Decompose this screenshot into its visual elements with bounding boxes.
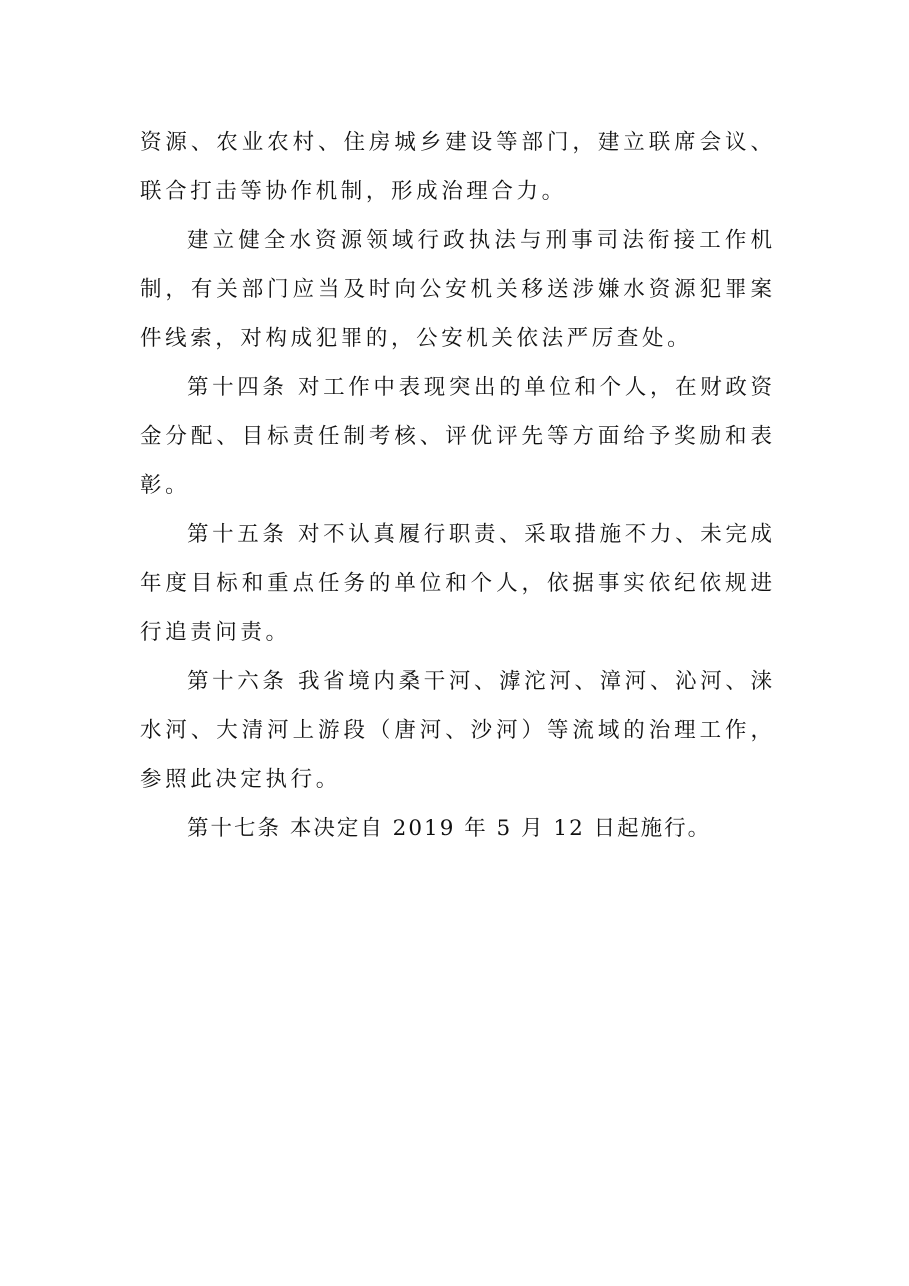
text-line: 金分配、目标责任制考核、评优评先等方面给予奖励和表 — [140, 424, 772, 449]
text-line: 行追责问责。 — [140, 620, 291, 645]
article-15-first-line: 第十五条 对不认真履行职责、采取措施不力、未完成 — [187, 522, 772, 547]
text-line: 资源、农业农村、住房城乡建设等部门，建立联席会议、 — [140, 130, 772, 155]
text-line: 水河、大清河上游段（唐河、沙河）等流域的治理工作， — [140, 718, 772, 743]
text-line: 件线索，对构成犯罪的，公安机关依法严厉查处。 — [140, 326, 693, 351]
article-17-line: 第十七条 本决定自 2019 年 5 月 12 日起施行。 — [187, 816, 712, 841]
text-line: 参照此决定执行。 — [140, 767, 341, 792]
text-line: 彰。 — [140, 473, 191, 498]
article-16-first-line: 第十六条 我省境内桑干河、滹沱河、漳河、沁河、涞 — [187, 669, 772, 694]
text-line: 制，有关部门应当及时向公安机关移送涉嫌水资源犯罪案 — [140, 277, 772, 302]
text-line: 联合打击等协作机制，形成治理合力。 — [140, 179, 567, 204]
text-line: 年度目标和重点任务的单位和个人，依据事实依纪依规进 — [140, 571, 772, 596]
document-body — [140, 118, 772, 853]
paragraph-first-line: 建立健全水资源领域行政执法与刑事司法衔接工作机 — [187, 228, 772, 253]
article-14-first-line: 第十四条 对工作中表现突出的单位和个人，在财政资 — [187, 375, 772, 400]
